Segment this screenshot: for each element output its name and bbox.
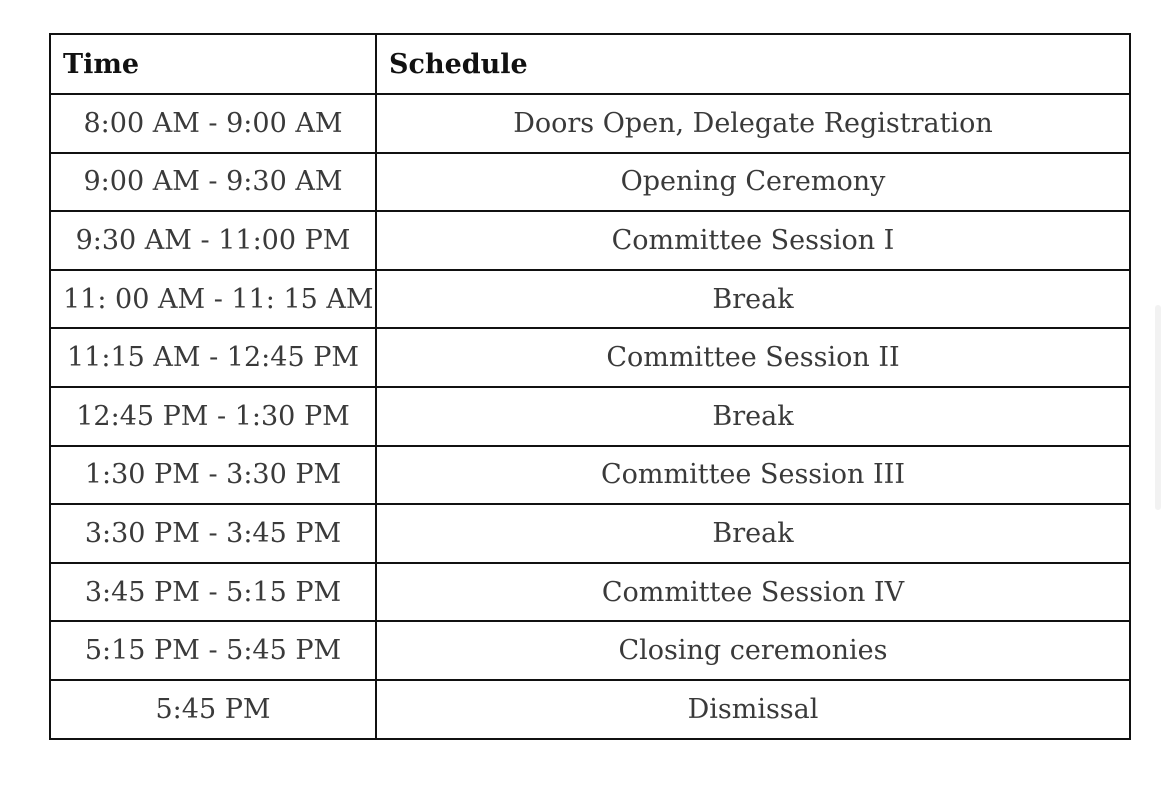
schedule-cell: Break	[376, 387, 1130, 446]
schedule-cell: Committee Session IV	[376, 563, 1130, 622]
schedule-cell: Closing ceremonies	[376, 621, 1130, 680]
time-cell: 9:00 AM - 9:30 AM	[50, 153, 376, 212]
table-row	[50, 680, 1130, 739]
table-row	[50, 211, 1130, 270]
schedule-cell: Committee Session I	[376, 211, 1130, 270]
table-row	[50, 153, 1130, 212]
table-row	[50, 504, 1130, 563]
time-cell: 11: 00 AM - 11: 15 AM	[50, 270, 376, 329]
time-cell: 5:15 PM - 5:45 PM	[50, 621, 376, 680]
table-row	[50, 270, 1130, 329]
time-cell: 3:45 PM - 5:15 PM	[50, 563, 376, 622]
time-cell: 9:30 AM - 11:00 PM	[50, 211, 376, 270]
table-row	[50, 94, 1130, 153]
table-row	[50, 563, 1130, 622]
time-cell: 3:30 PM - 3:45 PM	[50, 504, 376, 563]
schedule-cell: Committee Session II	[376, 328, 1130, 387]
time-cell: 11:15 AM - 12:45 PM	[50, 328, 376, 387]
schedule-cell: Break	[376, 270, 1130, 329]
page-edge-shadow	[1155, 305, 1161, 510]
table-header-row	[50, 34, 1130, 94]
time-cell: 12:45 PM - 1:30 PM	[50, 387, 376, 446]
time-column-header: Time	[50, 34, 376, 94]
schedule-cell: Doors Open, Delegate Registration	[376, 94, 1130, 153]
schedule-cell: Committee Session III	[376, 446, 1130, 505]
time-cell: 5:45 PM	[50, 680, 376, 739]
table-row	[50, 328, 1130, 387]
schedule-table	[49, 33, 1131, 740]
time-cell: 8:00 AM - 9:00 AM	[50, 94, 376, 153]
schedule-cell: Dismissal	[376, 680, 1130, 739]
table-row	[50, 621, 1130, 680]
schedule-cell: Break	[376, 504, 1130, 563]
table-row	[50, 446, 1130, 505]
schedule-cell: Opening Ceremony	[376, 153, 1130, 212]
table-row	[50, 387, 1130, 446]
schedule-column-header: Schedule	[376, 34, 1130, 94]
time-cell: 1:30 PM - 3:30 PM	[50, 446, 376, 505]
